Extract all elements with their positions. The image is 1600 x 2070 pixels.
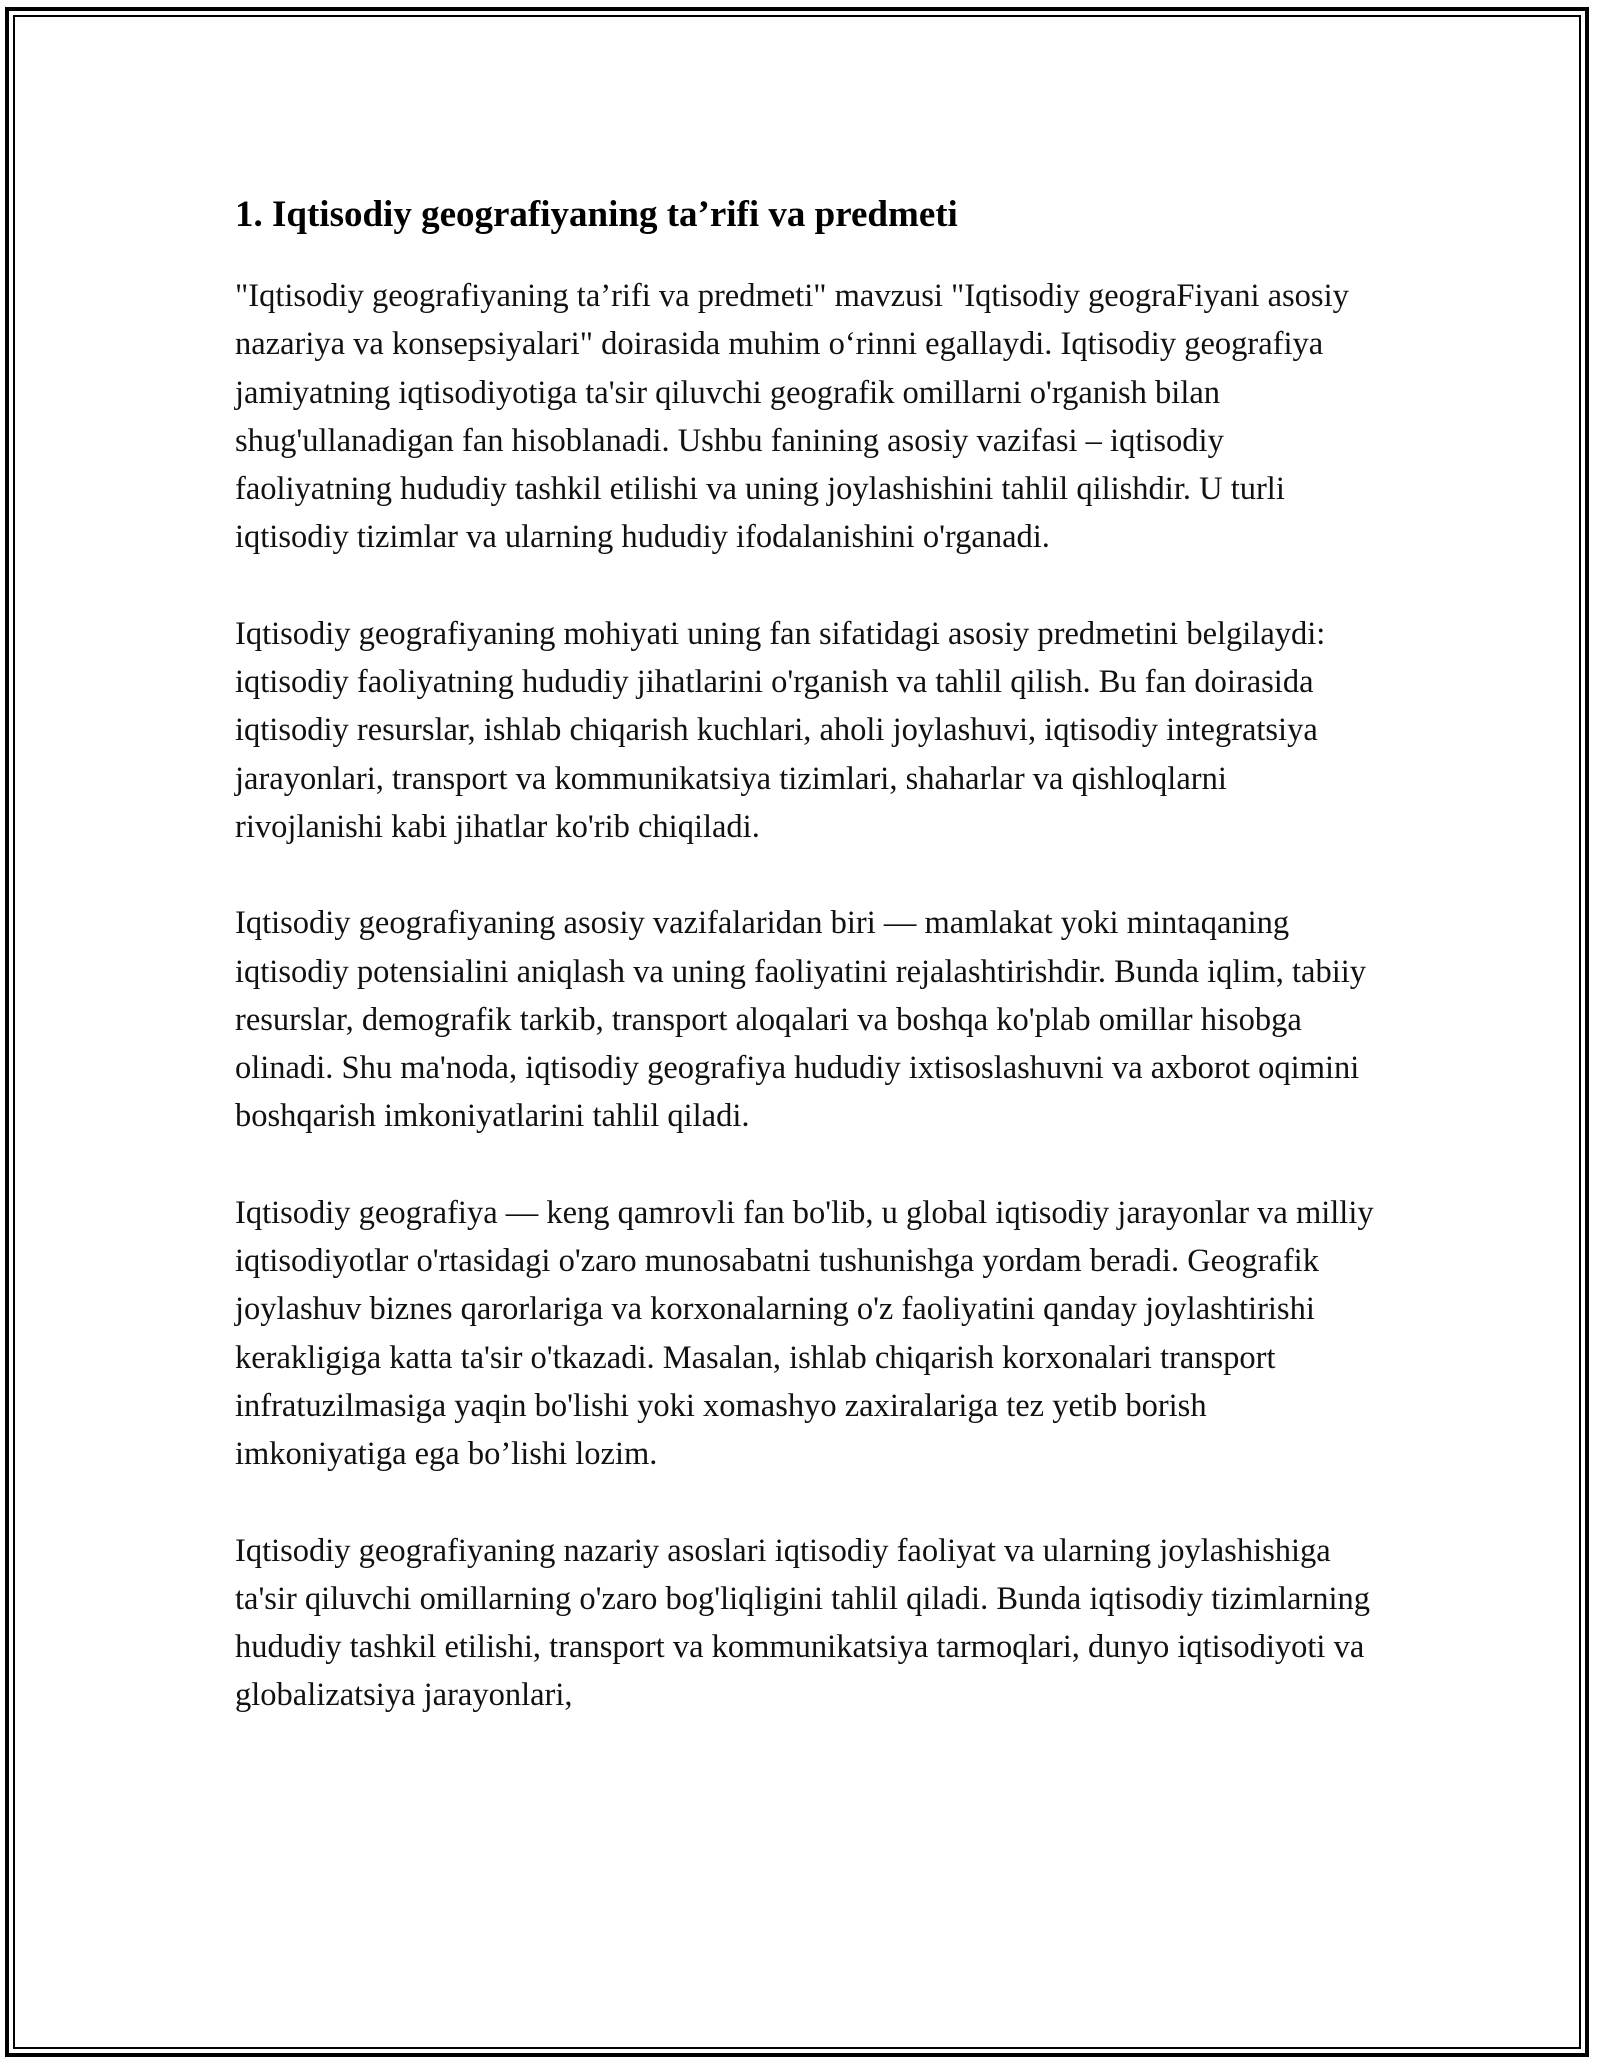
paragraph-4: Iqtisodiy geografiya — keng qamrovli fan bo'lib, u global iqtisodiy jarayonlar va milliy iqtisodiyotlar o'rtasidagi o'zaro munosabatni tushunishga yordam beradi. Geografik joylashuv biznes qarorlariga va korxonalarning o'z faoliyatini qanday joylashtirishi kerakligiga katta ta'sir o'tkazadi. Masalan, ishlab chiqarish korxonalari transport infratuzilmasiga yaqin bo'lishi yoki xomashyo zaxiralariga tez yetib borish imkoniyatiga ega bo’lishi lozim. <box>235 1194 1374 1473</box>
section-heading: 1. Iqtisodiy geografiyaning ta’rifi va predmeti <box>235 194 958 235</box>
document-body <box>235 184 1375 1768</box>
paragraph-5: Iqtisodiy geografiyaning nazariy asoslari iqtisodiy faoliyat va ularning joylashishiga ta'sir qiluvchi omillarning o'zaro bog'liqligini tahlil qiladi. Bunda iqtisodiy tizimlarning hududiy tashkil etilishi, transport va kommunikatsiya tarmoqlari, dunyo iqtisodiyoti va globalizatsiya jarayonlari, <box>235 1532 1371 1714</box>
paragraph-3: Iqtisodiy geografiyaning asosiy vazifalaridan biri — mamlakat yoki mintaqaning iqtisodiy potensialini aniqlash va uning faoliyatini rejalashtirishdir. Bunda iqlim, tabiiy resurslar, demografik tarkib, transport aloqalari va boshqa ko'plab omillar hisobga olinadi. Shu ma'noda, iqtisodiy geografiya hududiy ixtisoslashuvni va axborot oqimini boshqarish imkoniyatlarini tahlil qiladi. <box>235 905 1367 1135</box>
paragraph-1: "Iqtisodiy geografiyaning ta’rifi va predmeti" mavzusi "Iqtisodiy geograFiyani asosiy nazariya va konsepsiyalari" doirasida muhim o‘rinni egallaydi. Iqtisodiy geografiya jamiyatning iqtisodiyotiga ta'sir qiluvchi geografik omillarni o'rganish bilan shug'ullanadigan fan hisoblanadi. Ushbu fanining asosiy vazifasi – iqtisodiy faoliyatning hududiy tashkil etilishi va uning joylashishini tahlil qilishdir. U turli iqtisodiy tizimlar va ularning hududiy ifodalanishini o'rganadi. <box>235 278 1349 556</box>
paragraph-2: Iqtisodiy geografiyaning mohiyati uning fan sifatidagi asosiy predmetini belgilaydi: iqtisodiy faoliyatning hududiy jihatlarini o'rganish va tahlil qilish. Bu fan doirasida iqtisodiy resurslar, ishlab chiqarish kuchlari, aholi joylashuvi, iqtisodiy integratsiya jarayonlari, transport va kommunikatsiya tizimlari, shaharlar va qishloqlarni rivojlanishi kabi jihatlar ko'rib chiqiladi. <box>235 615 1326 845</box>
